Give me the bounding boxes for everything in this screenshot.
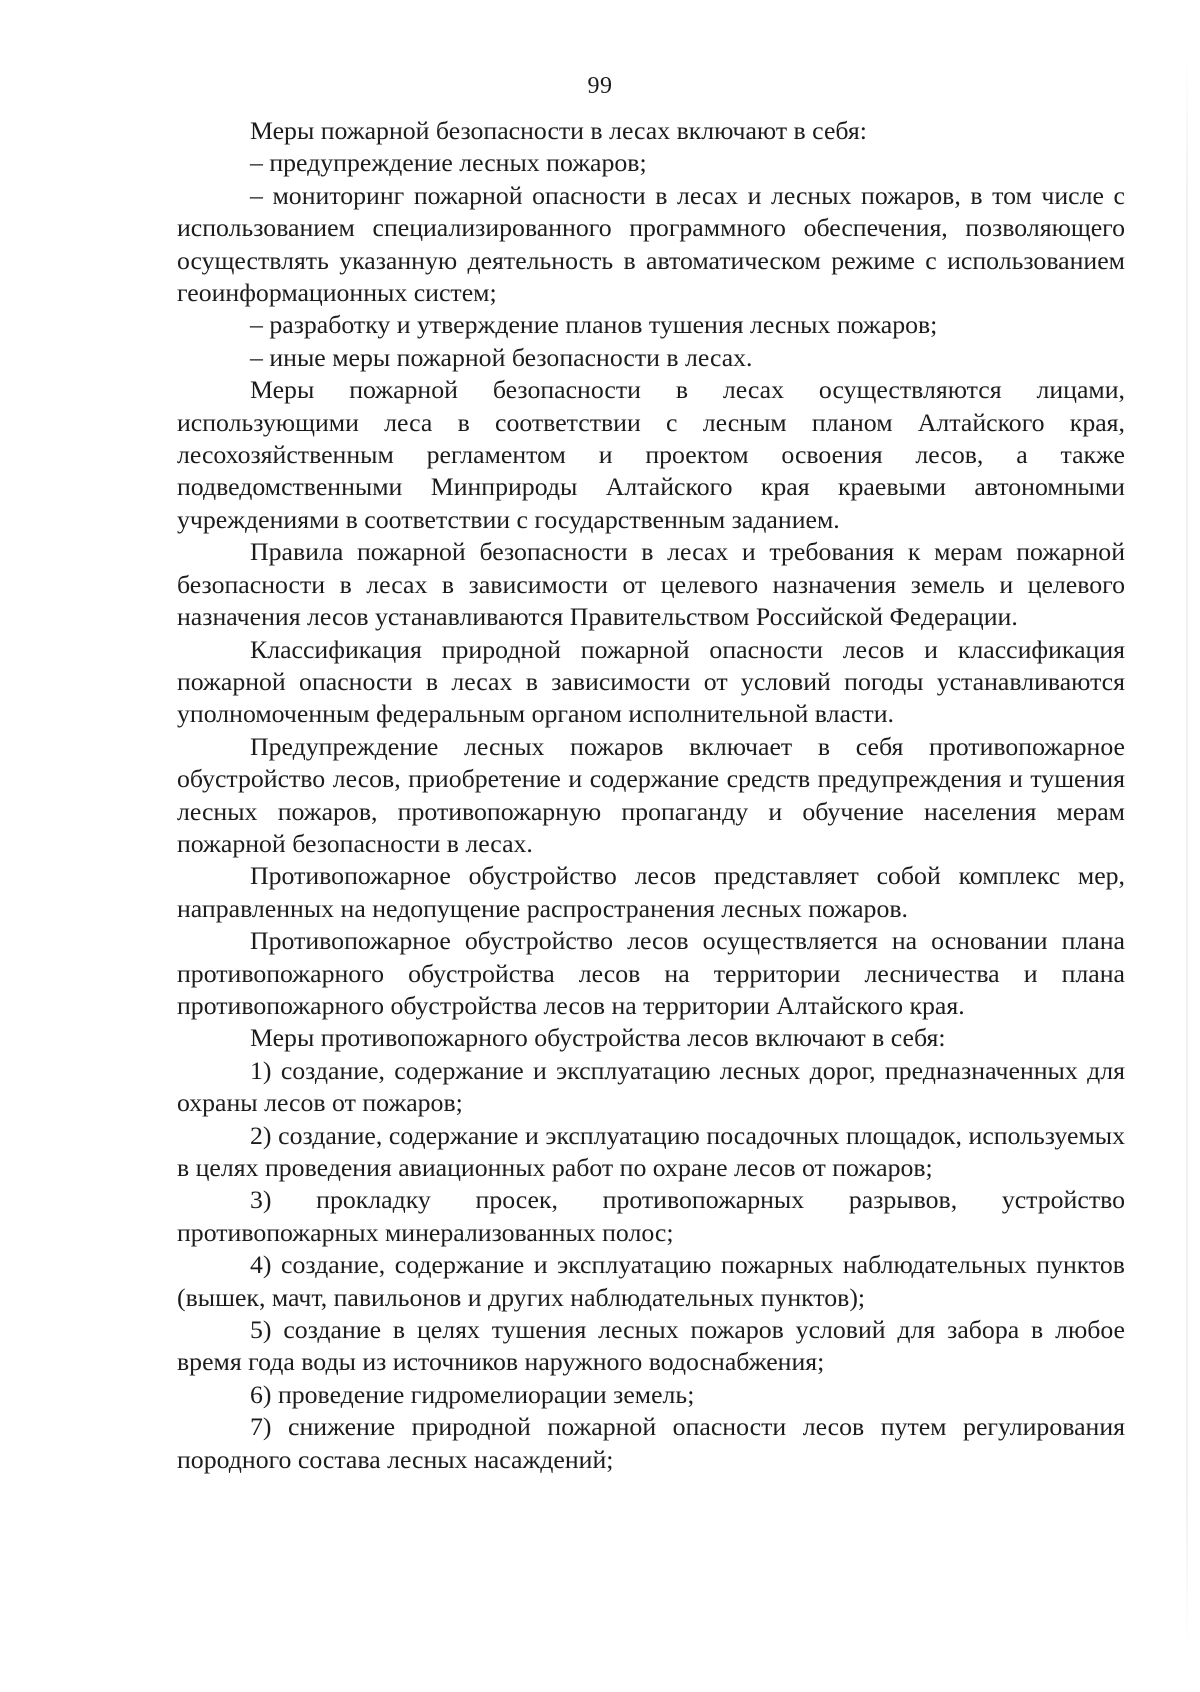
page-number: 99 — [587, 73, 613, 99]
paragraph-fire-prevention: Предупреждение лесных пожаров включает в себя противопожарное обустройство лесов, приобретение и содержание средств предупреждения и тушения лесных пожаров, противопожарную пропаганду и обучение населения мерам пожарной безопасности в лесах. — [177, 731, 1125, 858]
paragraph-fire-safety-measures-intro: Меры пожарной безопасности в лесах включают в себя: — [250, 116, 867, 145]
paragraph-arrangement-measures-intro: Меры противопожарного обустройства лесов включают в себя: — [250, 1023, 946, 1053]
numbered-item-7: 7) снижение природной пожарной опасности лесов путем регулирования породного состава лесных насаждений; — [177, 1412, 1125, 1474]
numbered-item-4: 4) создание, содержание и эксплуатацию пожарных наблюдательных пунктов (вышек, мачт, павильонов и других наблюдательных пунктов); — [177, 1250, 1125, 1312]
paragraph-fire-safety-rules: Правила пожарной безопасности в лесах и требования к мерам пожарной безопасности в лесах в зависимости от целевого назначения земель и целевого назначения лесов устанавливаются Правительством Российской Федерации. — [177, 537, 1125, 632]
paragraph-fire-arrangement-definition: Противопожарное обустройство лесов представляет собой комплекс мер, направленных на недопущение распространения лесных пожаров. — [177, 861, 1125, 923]
scan-edge-shadow — [1186, 50, 1188, 1650]
paragraph-hazard-classification: Классификация природной пожарной опасности лесов и классификация пожарной опасности в лесах в зависимости от условий погоды устанавливаются уполномоченным федеральным органом исполнительной власти. — [177, 634, 1125, 729]
list-item-extinguishing-plans: – разработку и утверждение планов тушения лесных пожаров; — [250, 310, 938, 340]
numbered-item-1: 1) создание, содержание и эксплуатацию лесных дорог, предназначенных для охраны лесов от пожаров; — [177, 1055, 1125, 1118]
numbered-item-5: 5) создание в целях тушения лесных пожаров условий для забора в любое время года воды из источников наружного водоснабжения; — [177, 1315, 1125, 1377]
list-item-other-measures: – иные меры пожарной безопасности в лесах. — [250, 342, 753, 372]
numbered-item-3: 3) прокладку просек, противопожарных разрывов, устройство противопожарных минерализованных полос; — [177, 1185, 1125, 1247]
list-item-prevention: – предупреждение лесных пожаров; — [250, 148, 647, 178]
paragraph-fire-arrangement-basis: Противопожарное обустройство лесов осуществляется на основании плана противопожарного обустройства лесов на территории лесничества и плана противопожарного обустройства лесов на территории Алтайского края. — [177, 926, 1125, 1020]
paragraph-measures-implementers: Меры пожарной безопасности в лесах осуществляются лицами, использующими леса в соответствии с лесным планом Алтайского края, лесохозяйственным регламентом и проектом освоения лесов, а также подведомственными Минприроды Алтайского края краевыми автономными учреждениями в соответствии с государственным заданием. — [177, 375, 1125, 534]
list-item-monitoring: – мониторинг пожарной опасности в лесах и лесных пожаров, в том числе с использованием специализированного программного обеспечения, позволяющего осуществлять указанную деятельность в автоматическом режиме с использованием геоинформационных систем; — [177, 180, 1125, 308]
document-body — [177, 115, 1125, 1476]
numbered-item-2: 2) создание, содержание и эксплуатацию посадочных площадок, используемых в целях проведения авиационных работ по охране лесов от пожаров; — [177, 1120, 1125, 1182]
numbered-item-6: 6) проведение гидромелиорации земель; — [250, 1379, 695, 1409]
